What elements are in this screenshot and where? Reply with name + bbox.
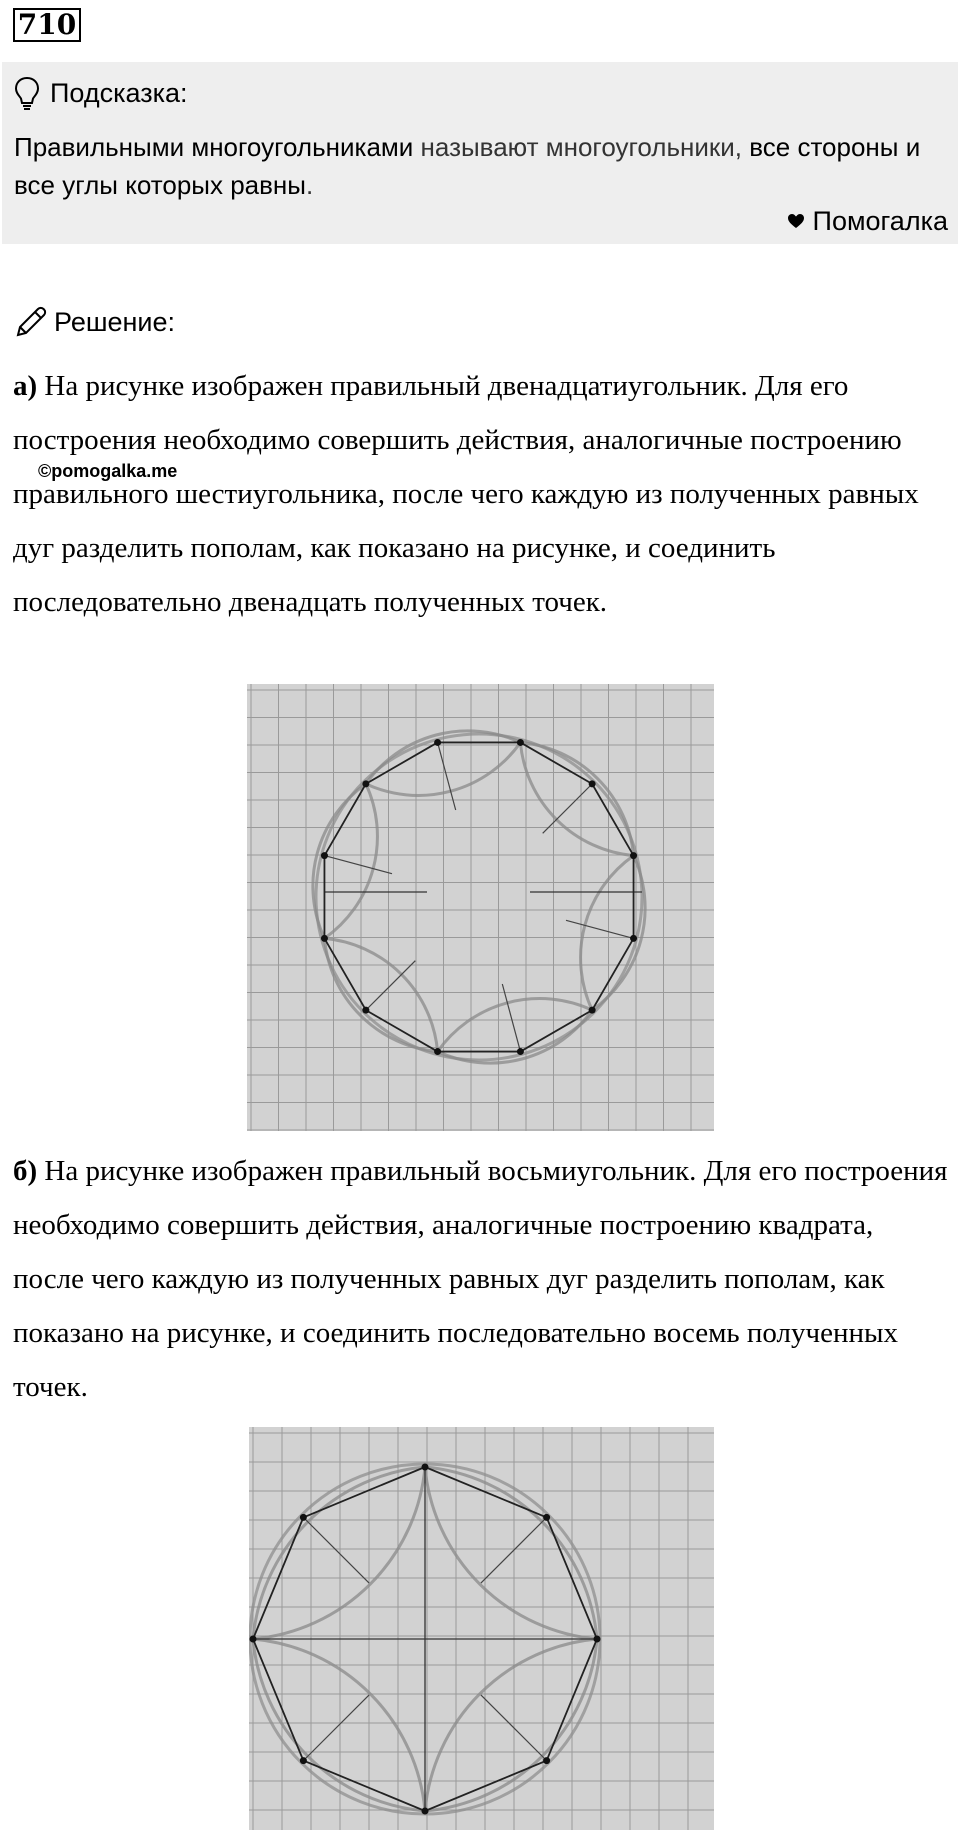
vertex-dot <box>543 1757 550 1764</box>
vertex-dot <box>594 1636 601 1643</box>
vertex-dot <box>250 1636 257 1643</box>
hint-rest: все стороны и все углы которых равны <box>14 132 921 200</box>
dodecagon-drawing <box>247 684 714 1131</box>
solution-title: Решение: <box>54 306 176 337</box>
vertex-dot <box>321 935 328 942</box>
hint-title: Подсказка: <box>50 77 188 108</box>
part-a-paragraph <box>13 359 948 629</box>
brand-link[interactable] <box>787 204 948 238</box>
vertex-dot <box>589 1007 596 1014</box>
vertex-dot <box>434 739 441 746</box>
part-a-text: На рисунке изображен правильный двенадцатиугольник. Для его построения необходимо совершить действия, аналогичные построению правильного шестиугольника, после чего каждую из полученных равных дуг разделить пополам, как показано на рисунке, и соединить последовательно двенадцать полученных точек. <box>13 370 919 618</box>
brand-label: Помогалка <box>812 205 948 236</box>
vertex-dot <box>543 1514 550 1521</box>
part-b-paragraph <box>13 1144 948 1414</box>
paper-background <box>249 1427 714 1830</box>
part-b-text: На рисунке изображен правильный восьмиугольник. Для его построения необходимо совершить действия, аналогичные построению квадрата, после чего каждую из полученных равных дуг разделить пополам, как показано на рисунке, и соединить последовательно восемь полученных точек. <box>13 1155 948 1403</box>
octagon-drawing <box>249 1427 714 1830</box>
vertex-dot <box>434 1048 441 1055</box>
vertex-dot <box>630 935 637 942</box>
vertex-dot <box>589 780 596 787</box>
watermark: ©pomogalka.me <box>38 461 178 481</box>
vertex-dot <box>362 780 369 787</box>
octagon-figure <box>249 1427 714 1830</box>
vertex-dot <box>321 852 328 859</box>
hint-term: Правильными многоугольниками <box>14 132 414 162</box>
vertex-dot <box>517 739 524 746</box>
vertex-dot <box>300 1514 307 1521</box>
part-b-label: б) <box>13 1155 38 1187</box>
vertex-dot <box>422 1464 429 1471</box>
vertex-dot <box>300 1757 307 1764</box>
pencil-icon <box>14 305 48 339</box>
hint-text <box>14 128 944 204</box>
dodecagon-figure <box>247 684 714 1131</box>
hint-middle: называют многоугольники, <box>413 132 750 162</box>
hint-end: . <box>305 170 314 200</box>
hint-box <box>2 62 958 244</box>
heart-icon <box>787 213 805 229</box>
lightbulb-icon <box>14 76 40 110</box>
vertex-dot <box>517 1048 524 1055</box>
hint-header <box>14 72 188 114</box>
vertex-dot <box>630 852 637 859</box>
part-a-label: а) <box>13 370 38 402</box>
vertex-dot <box>362 1007 369 1014</box>
vertex-dot <box>422 1808 429 1815</box>
solution-header <box>14 300 175 344</box>
problem-number: 710 <box>13 8 81 42</box>
